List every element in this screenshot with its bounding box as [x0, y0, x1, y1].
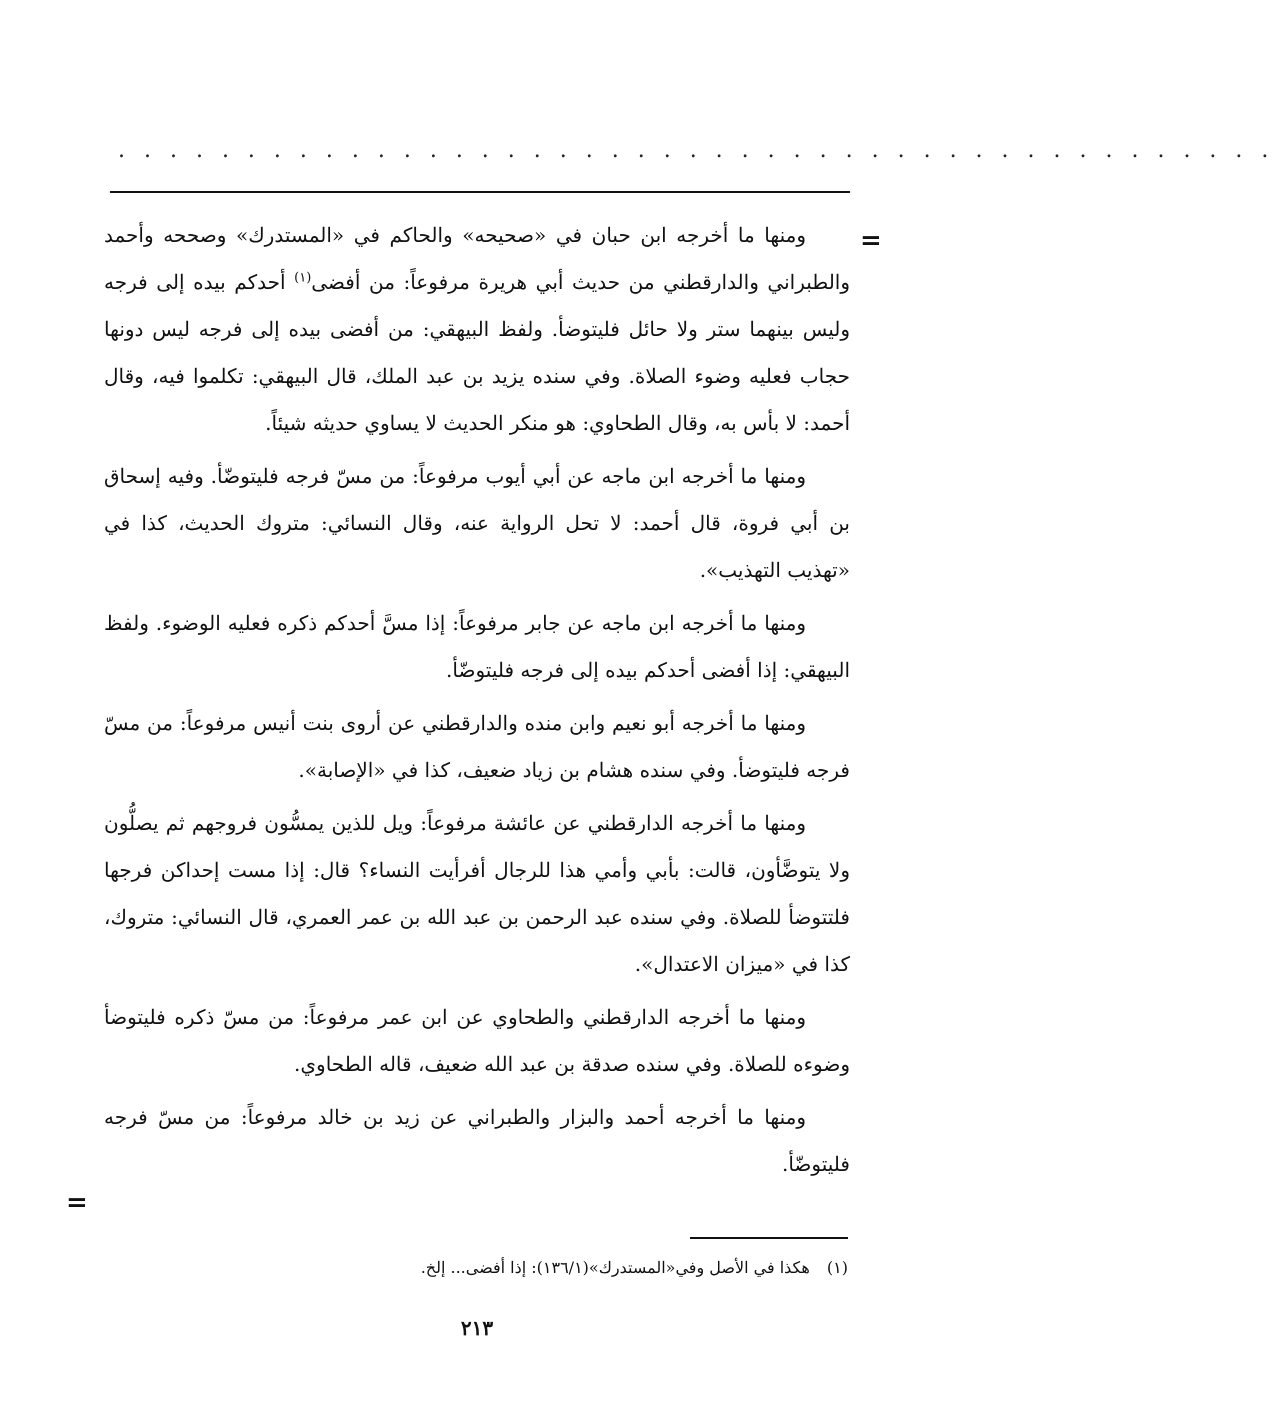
main-text — [104, 212, 850, 1194]
paragraph-5: ومنها ما أخرجه الدارقطني عن عائشة مرفوعاً: ويل للذين يمسُّون فروجهم ثم يصلُّون ولا يتوضَّأون، قالت: بأبي وأمي هذا للرجال أفرأيت النساء؟ قال: إذا مست إحداكن فرجها فلتتوضأ للصلاة. وفي سنده عبد الرحمن بن عبد الله بن عمر العمري، قال النسائي: متروك، كذا في «ميزان الاعتدال». — [104, 811, 850, 976]
footnote-separator — [690, 1237, 848, 1239]
paragraph-2: ومنها ما أخرجه ابن ماجه عن أبي أيوب مرفوعاً: من مسّ فرجه فليتوضّأ. وفيه إسحاق بن أبي فروة، قال أحمد: لا تحل الرواية عنه، وقال النسائي: متروك الحديث، كذا في «تهذيب التهذيب». — [104, 464, 850, 582]
paragraph-4: ومنها ما أخرجه أبو نعيم وابن منده والدارقطني عن أروى بنت أنيس مرفوعاً: من مسّ فرجه فليتوضأ. وفي سنده هشام بن زياد ضعيف، كذا في «الإصابة». — [104, 711, 850, 782]
footnote-number: (١) — [826, 1258, 848, 1277]
continuation-mark-top: = — [860, 226, 882, 256]
footnote-reference: (١) — [294, 270, 312, 286]
footnote-text: هكذا في الأصل وفي«المستدرك»(١٣٦/١): إذا أفضى... إلخ. — [420, 1258, 810, 1277]
footnote — [200, 1254, 848, 1282]
paragraph-1-rest: أحدكم بيده إلى فرجه وليس بينهما ستر ولا حائل فليتوضأ. ولفظ البيهقي: من أفضى بيده إلى فرجه ليس دونها حجاب فعليه وضوء الصلاة. وفي سنده يزيد بن عبد الملك، قال البيهقي: تكلموا فيه، وقال أحمد: لا بأس به، وقال الطحاوي: هو منكر الحديث لا يساوي حديثه شيئاً. — [104, 270, 850, 435]
paragraph-1 — [104, 212, 850, 447]
paragraph-7: ومنها ما أخرجه أحمد والبزار والطبراني عن زيد بن خالد مرفوعاً: من مسّ فرجه فليتوضّأ. — [104, 1105, 850, 1176]
ornamental-dotted-line: . . . . . . . . . . . . . . . . . . . . . . . . . . . . . . . . . . . . . . . . . . . . . — [118, 138, 1274, 163]
page-number: ٢١٣ — [460, 1316, 494, 1340]
header-rule — [110, 191, 850, 193]
paragraph-1-start: ومنها ما أخرجه ابن حبان في «صحيحه» والحاكم في «المستدرك» وصححه وأحمد والطبراني والدارقطني من حديث أبي هريرة مرفوعاً: من أفضى — [104, 223, 851, 294]
continuation-mark-bottom: = — [66, 1188, 88, 1218]
paragraph-6: ومنها ما أخرجه الدارقطني والطحاوي عن ابن عمر مرفوعاً: من مسّ ذكره فليتوضأ وضوءه للصلاة. وفي سنده صدقة بن عبد الله ضعيف، قاله الطحاوي. — [104, 1005, 850, 1076]
paragraph-3: ومنها ما أخرجه ابن ماجه عن جابر مرفوعاً: إذا مسَّ أحدكم ذكره فعليه الوضوء. ولفظ البيهقي: إذا أفضى أحدكم بيده إلى فرجه فليتوضّأ. — [104, 611, 850, 682]
